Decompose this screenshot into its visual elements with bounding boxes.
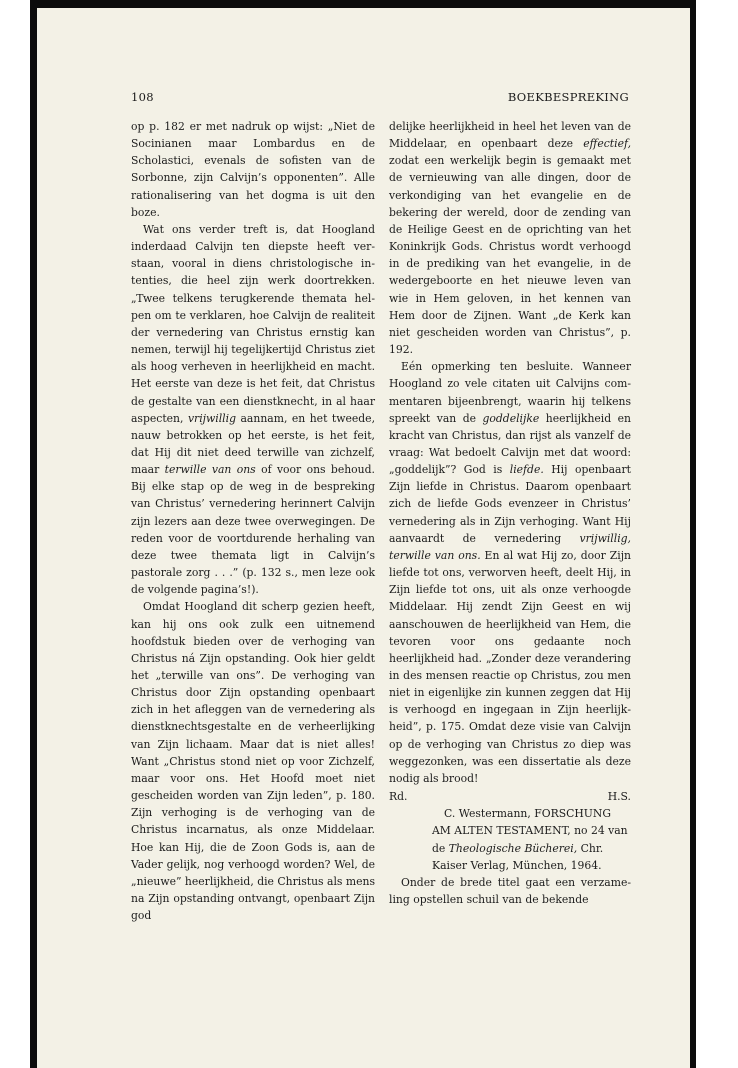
paragraph: Onder de brede titel gaat een verzameling opstellen schuil van de bekende xyxy=(389,875,631,907)
review-entry: C. Westermann, FORSCHUNG AM ALTEN TESTAMENT, no 24 van de Theologische Bücherei, Chr. Kaiser Verlag, München, 1964. xyxy=(432,807,628,872)
scan-border-left xyxy=(30,0,37,1068)
page-number: 108 xyxy=(131,90,154,104)
signoff-initials: H.S. xyxy=(607,790,631,804)
signoff-place: Rd. xyxy=(389,790,408,804)
emphasis: terwille van ons xyxy=(164,463,256,477)
running-head xyxy=(131,90,629,106)
emphasis: Theologische Bücherei, xyxy=(448,841,578,855)
signoff xyxy=(389,788,631,805)
section-title: BOEKBESPREKING xyxy=(507,90,629,104)
left-column xyxy=(131,118,375,924)
emphasis: liefde. xyxy=(509,463,544,477)
paragraph: Omdat Hoogland dit scherp gezien heeft, kan hij ons ook zulk een uitnemend hoofdstuk bieden over de verhoging van Christus ná Zijn opstanding. Ook hier geldt het „terwille van ons”. De verhoging van Christus door Zijn opstanding openbaart zich in het afleggen van de vernedering als dienstknechtsgestalte en de verheerlijking van Zijn lichaam. Maar dat is niet alles! Want „Christus stond niet op voor Zichzelf, maar voor ons. Het Hoofd moet niet gescheiden worden van Zijn leden”, p. 180. Zijn verhoging is de verhoging van de Christus incarnatus, als onze Middelaar. Hoe kan Hij, die de Zoon Gods is, aan de Vader gelijk, nog verhoogd worden? Wel, de „nieuwe” heerlijkheid, die Christus als mens na Zijn opstanding ontvangt, openbaart Zijn god xyxy=(131,600,375,923)
scan-border-right xyxy=(690,0,696,1068)
emphasis: goddelijke xyxy=(482,411,540,425)
paragraph: Wat ons verder treft is, dat Hoogland inderdaad Calvijn ten diepste heeft verstaan, vooral in diens christologische intenties, die heel zijn werk doortrekken. „Twee telkens terugkerende themata helpen om te verklaren, hoe Calvijn de realiteit der vernedering van Christus ernstig kan nemen, terwijl hij tegelijkertijd Christus ziet als hoog verheven in heerlijkheid en macht. Het eerste van deze is het feit, dat Christus de gestalte van een dienstknecht, in al haar aspecten, vrijwillig aannam, en het tweede, nauw betrokken op het eerste, is het feit, dat Hij dit niet deed terwille van zichzelf, maar terwille van ons of voor ons behoud. Bij elke stap op de weg in de bespreking van Christus’ vernedering herinnert Calvijn zijn lezers aan deze twee overwegingen. De reden voor de voortdurende herhaling van deze twee themata ligt in Calvijn’s pastorale zorg . . .” (p. 132 s., men leze ook de volgende pagina’s!). xyxy=(131,222,376,597)
paragraph: Eén opmerking ten besluite. Wanneer Hoogland zo vele citaten uit Calvijns commentaren bijeenbrengt, waarin hij telkens spreekt van de goddelijke heerlijkheid en kracht van Christus, dan rijst als vanzelf de vraag: Wat bedoelt Calvijn met dat woord: „goddelijk”? God is liefde. Hij openbaart Zijn liefde in Christus. Daarom openbaart zich de liefde Gods evenzeer in Christus’ vernedering als in Zijn verhoging. Want Hij aanvaardt de vernedering vrijwillig, terwille van ons. En al wat Hij zo, door Zijn liefde tot ons, verworven heeft, deelt Hij, in Zijn liefde tot ons, uit als onze verhoogde Middelaar. Hij zendt Zijn Geest en wij aanschouwen de heerlijkheid van Hem, die tevoren voor ons gedaante noch heerlijkheid had. „Zonder deze verandering in des mensen reactie op Christus, zou men niet in eigenlijke zin kunnen zeggen dat Hij is verhoogd en ingegaan in Zijn heerlijkheid”, p. 175. Omdat deze visie van Calvijn op de verhoging van Christus zo diep was weggezonken, was een dissertatie als deze nodig als brood! xyxy=(389,360,631,785)
paragraph: op p. 182 er met nadruk op wijst: „Niet de Socinianen maar Lombardus en de Scholastici, evenals de sofisten van de Sorbonne, zijn Calvijn’s opponenten”. Alle rationalisering van het dogma is uit den boze. xyxy=(131,120,375,219)
emphasis: vrijwillig xyxy=(187,411,236,425)
right-column xyxy=(389,118,631,908)
emphasis: effectief, xyxy=(583,137,631,151)
paragraph: delijke heerlijkheid in heel het leven van de Middelaar, en openbaart deze effectief, zodat een werkelijk begin is gemaakt met de vernieuwing van alle dingen, door de verkondiging van het evangelie en de bekering der wereld, door de zending van de Heilige Geest en de oprichting van het Koninkrijk Gods. Christus wordt verhoogd in de prediking van het evangelie, in de wedergeboorte en het nieuwe leven van wie in Hem geloven, in het kennen van Hem door de Zijnen. Want „de Kerk kan niet gescheiden worden van Christus”, p. 192. xyxy=(389,120,631,357)
emphasis: vrijwillig, terwille van ons. xyxy=(389,531,631,562)
scan-border-top xyxy=(30,0,696,8)
